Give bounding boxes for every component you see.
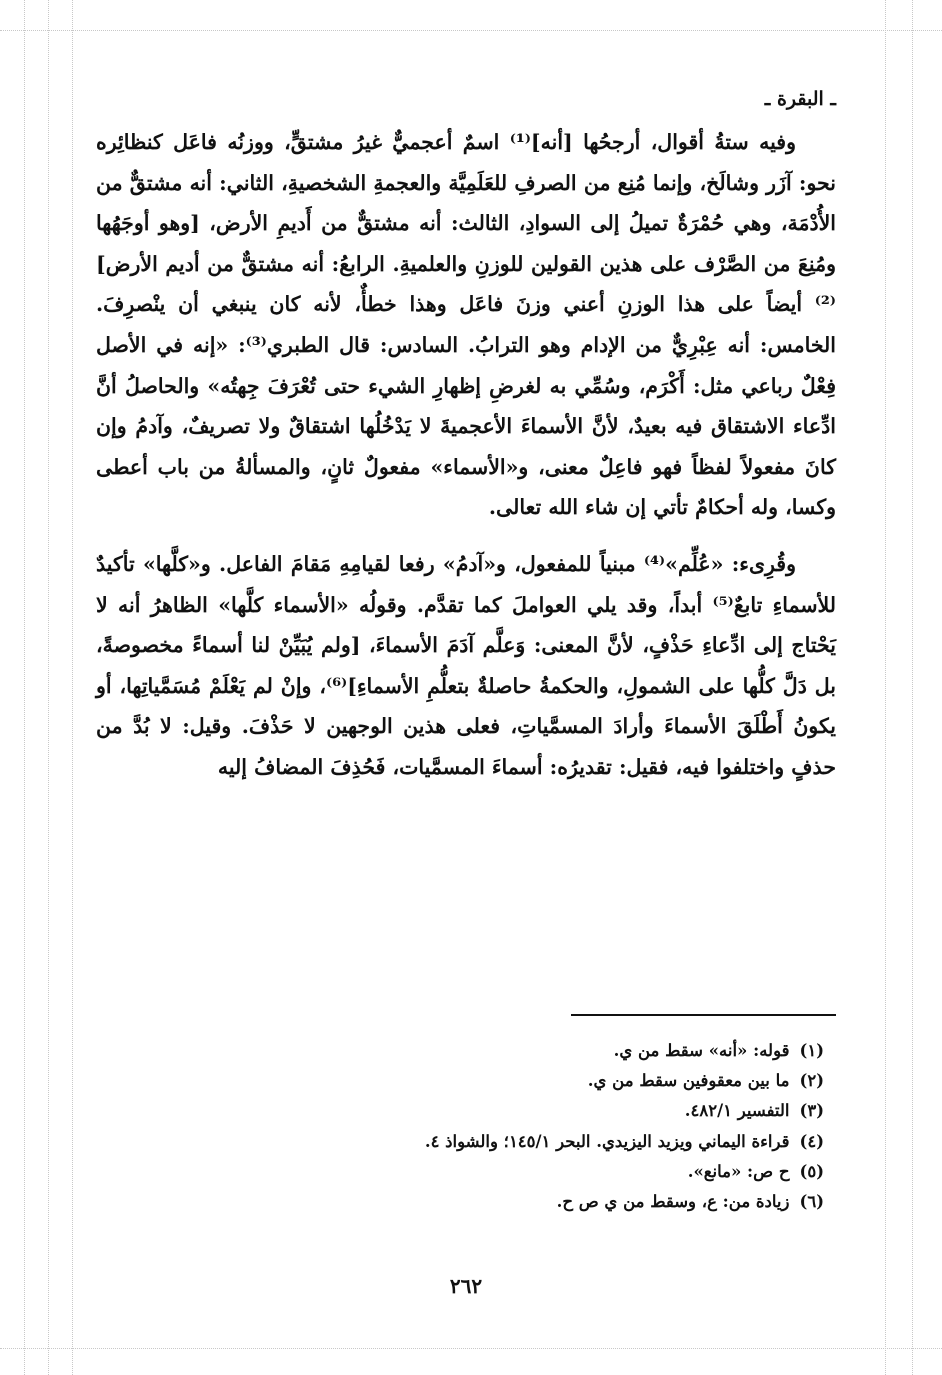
footnote-divider (571, 1014, 836, 1016)
scan-guide (912, 0, 913, 1375)
scan-guide (0, 30, 942, 31)
scan-guide (48, 0, 49, 1375)
footnote-number: (٣) (799, 1101, 824, 1121)
scan-guide (24, 0, 25, 1375)
running-header: ـ البقرة ـ (764, 88, 836, 110)
footnote (104, 1066, 824, 1096)
footnote (104, 1187, 824, 1217)
footnote-text: ح ص: «مانع». (687, 1161, 790, 1181)
scan-guide (0, 1348, 942, 1349)
book-page (96, 80, 836, 1330)
footnotes (104, 1036, 824, 1217)
footnote-number: (١) (799, 1041, 824, 1060)
footnote-number: (٤) (799, 1131, 824, 1151)
footnote (104, 1127, 824, 1157)
footnote-text: قوله: «أنه» سقط من ي. (613, 1041, 790, 1060)
scan-guide (72, 0, 73, 1375)
footnote-number: (٦) (799, 1192, 824, 1212)
main-text (96, 122, 836, 788)
page-number: ٢٦٢ (449, 1274, 483, 1298)
footnote-text: قراءة اليماني ويزيد اليزيدي. البحر ١٤٥/١؛ والشواذ ٤. (424, 1131, 790, 1151)
paragraph: وفيه ستةُ أقوال، أرجحُها [أنه]⁽¹⁾ اسمٌ أعجميٌّ غيرُ مشتقٍّ، ووزنُه فاعَل كنظائِره نحو: آزَر وشالَخ، وإنما مُنِع من الصرفِ للعَلَمِيَّة والعجمةِ الشخصيةِ، الثاني: أنه مشتقٌّ من الأُدْمَة، وهي حُمْرَةٌ تميلُ إلى السوادِ، الثالث: أنه مشتقٌّ من أَديمِ الأرض، [وهو أوجَهُها ومُنِعَ من الصَّرْف على هذين القولين للوزنِ والعلميةِ. الرابعُ: أنه مشتقٌّ من أديم الأرض]⁽²⁾ أيضاً على هذا الوزنِ أعني وزنَ فاعَل وهذا خطأٌ، لأنه كان ينبغي أن ينْصرِفَ. الخامس: أنه عِبْرِيٌّ من الإدام وهو الترابُ. السادس: قال الطبري⁽³⁾: «إنه في الأصل فِعْلٌ رباعي مثل: أَكْرَم، وسُمِّي به لغرضِ إظهارِ الشيء حتى تُعْرَفَ جِهتُه» والحاصلُ أنَّ ادِّعاء الاشتقاق فيه بعيدٌ، لأنَّ الأسماءَ الأعجميةَ لا يَدْخُلُها اشتقاقٌ ولا تصريفٌ، وآدمُ وإن كانَ مفعولاً لفظاً فهو فاعِلٌ معنى، و«الأسماء» مفعولٌ ثانٍ، والمسألةُ من باب أعطى وكسا، وله أحكامٌ تأتي إن شاء الله تعالى. (96, 130, 836, 520)
scan-guide (885, 0, 886, 1375)
footnote (104, 1036, 824, 1066)
footnote-number: (٥) (799, 1161, 824, 1181)
footnote-text: زيادة من: ع، وسقط من ي ص ح. (556, 1192, 790, 1212)
footnote-text: التفسير ٤٨٢/١. (684, 1101, 790, 1121)
paragraph: وقُرِىء: «عُلِّم»⁽⁴⁾ مبنياً للمفعول، و«آدمُ» رفعا لقيامِهِ مَقامَ الفاعل. و«كلَّها» تأكيدٌ للأسماءِ تابعٌ⁽⁵⁾ أبداً، وقد يلي العواملَ كما تقدَّم. وقولُه «الأسماء كلَّها» الظاهرُ أنه لا يَحْتاج إلى ادِّعاءِ حَذْفٍ، لأنَّ المعنى: وَعلَّم آدَمَ الأسماءَ، [ولم يُبَيِّنْ لنا أسماءً مخصوصةً، بل دَلَّ كلُّها على الشمولِ، والحكمةُ حاصلةٌ بتعلُّمِ الأسماءِ]⁽⁶⁾، وإنْ لم يَعْلَمْ مُسَمَّياتِها، أو يكونُ أَطْلَقَ الأسماءَ وأرادَ المسمَّياتِ، فعلى هذين الوجهين لا حَذْفَ. وقيل: لا بُدَّ من حذفٍ واختلفوا فيه، فقيل: تقديرُه: أسماءَ المسمَّيات، فَحُذِفَ المضافُ إليه (96, 551, 837, 779)
footnote (104, 1096, 824, 1126)
footnote (104, 1157, 824, 1187)
footnote-number: (٢) (799, 1071, 824, 1091)
footnote-text: ما بين معقوفين سقط من ي. (587, 1071, 790, 1091)
